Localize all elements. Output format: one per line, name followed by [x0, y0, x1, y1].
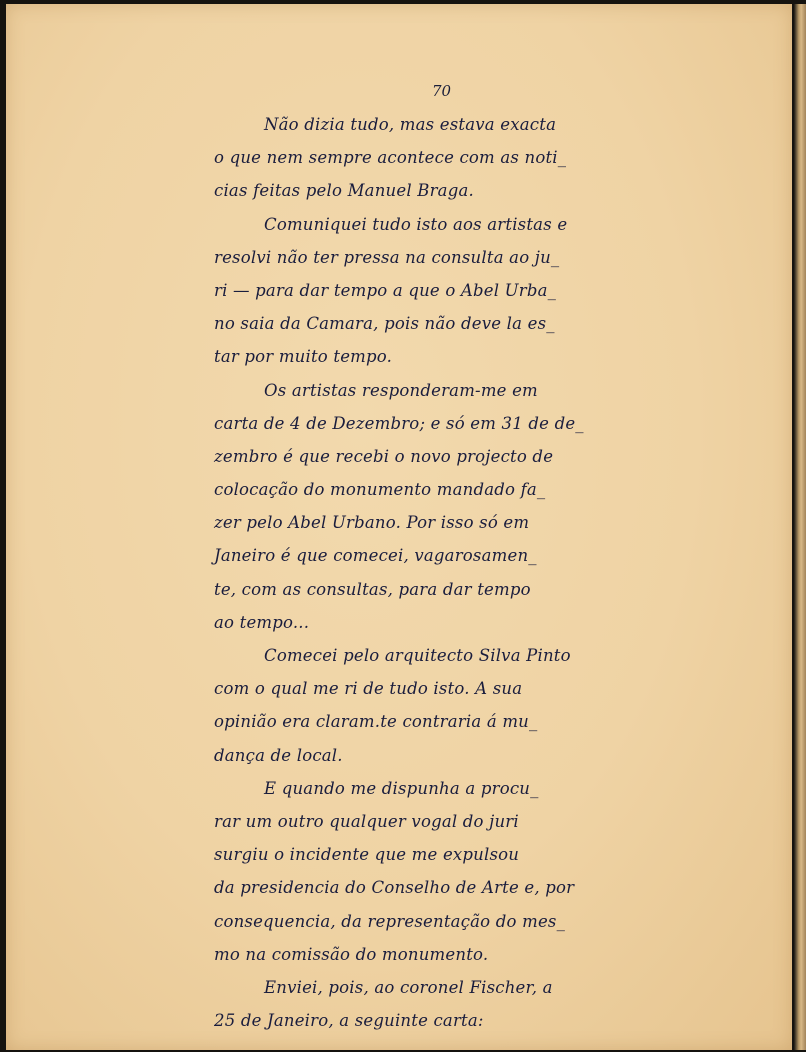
text-line: Os artistas responderam-me em: [264, 380, 538, 400]
page-edge: [794, 4, 806, 1050]
text-line: rar um outro qualquer vogal do juri: [214, 811, 519, 831]
text-line: o que nem sempre acontece com as noti_: [214, 148, 567, 168]
text-line: Janeiro é que comecei, vagarosamen_: [214, 546, 537, 566]
text-line: Enviei, pois, ao coronel Fischer, a: [264, 977, 553, 997]
text-line: zer pelo Abel Urbano. Por isso só em: [214, 513, 530, 533]
text-line: carta de 4 de Dezembro; e só em 31 de de_: [214, 413, 584, 433]
text-line: resolvi não ter pressa na consulta ao ju_: [214, 247, 560, 267]
text-line: mo na comissão do monumento.: [214, 944, 489, 964]
text-line: colocação do monumento mandado fa_: [214, 480, 546, 500]
text-line: 25 de Janeiro, a seguinte carta:: [214, 1011, 484, 1031]
text-line: Comecei pelo arquitecto Silva Pinto: [264, 646, 571, 665]
text-line: dança de local.: [214, 745, 343, 765]
text-line: cias feitas pelo Manuel Braga.: [214, 181, 474, 201]
text-line: com o qual me ri de tudo isto. A sua: [214, 679, 523, 699]
text-line: ri — para dar tempo a que o Abel Urba_: [214, 280, 557, 300]
text-line: Comuniquei tudo isto aos artistas e: [264, 214, 568, 234]
text-line: tar por muito tempo.: [214, 347, 393, 367]
text-line: surgiu o incidente que me expulsou: [214, 845, 520, 865]
text-line: consequencia, da representação do mes_: [214, 911, 566, 931]
text-line: te, com as consultas, para dar tempo: [214, 579, 531, 599]
text-line: ao tempo...: [214, 612, 310, 632]
text-line: no saia da Camara, pois não deve la es_: [214, 314, 555, 334]
text-line: da presidencia do Conselho de Arte e, por: [214, 878, 575, 898]
text-line: E quando me dispunha a procu_: [264, 778, 539, 798]
handwritten-text: [214, 108, 684, 1037]
page-number: 70: [432, 82, 452, 100]
text-line: Não dizia tudo, mas estava exacta: [264, 115, 557, 134]
text-line: opinião era claram.te contraria á mu_: [214, 712, 538, 732]
text-line: zembro é que recebi o novo projecto de: [214, 446, 554, 466]
